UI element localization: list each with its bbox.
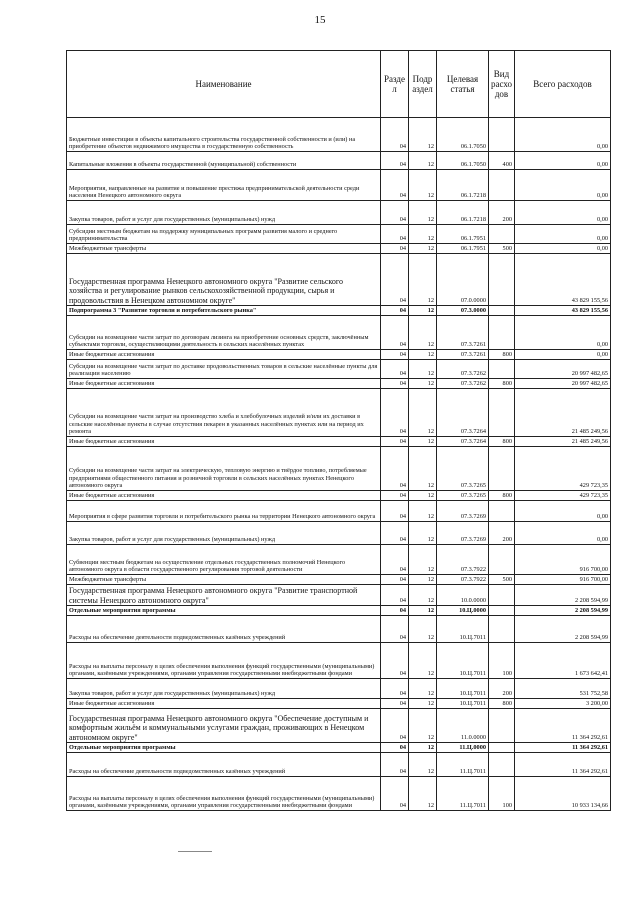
row-total: 0,00 [515,152,611,170]
row-section: 04 [381,118,409,152]
table-row [67,254,611,306]
row-section: 04 [381,585,409,606]
row-target-article: 06.1.7050 [437,118,489,152]
row-target-article: 06.1.7050 [437,152,489,170]
row-subsection: 12 [409,201,437,225]
row-total: 11 364 292,61 [515,753,611,777]
table-row [67,753,611,777]
row-name: Иные бюджетные ассигнования [67,699,381,709]
table-row [67,491,611,501]
header-target-article: Целевая статья [437,51,489,118]
row-subsection: 12 [409,389,437,437]
row-section: 04 [381,777,409,811]
row-subsection: 12 [409,447,437,491]
row-name: Межбюджетные трансферты [67,575,381,585]
row-target-article: 11.0.0000 [437,709,489,743]
row-subsection: 12 [409,491,437,501]
row-subsection: 12 [409,437,437,447]
row-expense-type [489,709,515,743]
row-target-article: 06.1.7218 [437,201,489,225]
row-total: 3 200,00 [515,699,611,709]
row-target-article: 07.3.7261 [437,350,489,360]
row-expense-type [489,585,515,606]
row-total: 43 829 155,56 [515,306,611,316]
table-row [67,225,611,244]
header-name: Наименование [67,51,381,118]
row-section: 04 [381,491,409,501]
footer-mark [178,851,212,852]
row-expense-type [489,389,515,437]
row-target-article: 06.1.7218 [437,170,489,201]
row-total: 0,00 [515,201,611,225]
row-total: 11 364 292,61 [515,709,611,743]
row-subsection: 12 [409,522,437,545]
row-expense-type [489,447,515,491]
table-row [67,316,611,350]
row-subsection: 12 [409,350,437,360]
row-total: 429 723,35 [515,491,611,501]
row-target-article: 10.Ц.0000 [437,606,489,616]
row-expense-type [489,753,515,777]
row-name: Расходы на выплаты персоналу в целях обеспечения выполнения функций государственными (муниципальными) органами, казёнными учреждениями, органами управления государственными внебюджетными фондами [67,643,381,679]
table-row [67,545,611,575]
header-section: Разде л [381,51,409,118]
row-expense-type: 100 [489,777,515,811]
row-target-article: 11.Ц.7011 [437,753,489,777]
row-total: 916 700,00 [515,575,611,585]
row-target-article: 06.1.7951 [437,225,489,244]
row-section: 04 [381,501,409,522]
row-subsection: 12 [409,699,437,709]
row-section: 04 [381,225,409,244]
row-subsection: 12 [409,244,437,254]
row-name: Капитальные вложения в объекты государственной (муниципальной) собственности [67,152,381,170]
row-section: 04 [381,743,409,753]
table-row [67,118,611,152]
row-target-article: 07.3.7265 [437,491,489,501]
row-section: 04 [381,643,409,679]
row-name: Подпрограмма 3 "Развитие торговли и потребительского рынка" [67,306,381,316]
row-expense-type: 800 [489,379,515,389]
row-target-article: 07.3.7262 [437,379,489,389]
row-total: 20 997 482,65 [515,360,611,379]
row-target-article: 10.0.0000 [437,585,489,606]
row-target-article: 07.3.7264 [437,389,489,437]
row-expense-type [489,170,515,201]
row-expense-type [489,360,515,379]
row-total: 1 673 642,41 [515,643,611,679]
row-name: Государственная программа Ненецкого автономного округа "Обеспечение доступным и комфортным жильём и коммунальными услугами граждан, проживающих в Ненецком автономном округе" [67,709,381,743]
row-name: Иные бюджетные ассигнования [67,437,381,447]
row-section: 04 [381,360,409,379]
row-total: 0,00 [515,316,611,350]
row-subsection: 12 [409,118,437,152]
row-subsection: 12 [409,679,437,699]
row-target-article: 07.0.0000 [437,254,489,306]
row-section: 04 [381,709,409,743]
row-target-article: 07.3.7265 [437,447,489,491]
budget-table [66,50,611,811]
row-total: 2 208 594,99 [515,585,611,606]
row-section: 04 [381,575,409,585]
row-name: Межбюджетные трансферты [67,244,381,254]
row-expense-type: 200 [489,522,515,545]
table-row [67,575,611,585]
table-row [67,709,611,743]
row-total: 429 723,35 [515,447,611,491]
table-row [67,170,611,201]
row-name: Расходы на обеспечение деятельности подведомственных казённых учреждений [67,753,381,777]
row-subsection: 12 [409,152,437,170]
row-expense-type: 200 [489,201,515,225]
row-name: Иные бюджетные ассигнования [67,350,381,360]
row-expense-type: 500 [489,244,515,254]
table-row [67,306,611,316]
row-subsection: 12 [409,606,437,616]
row-section: 04 [381,254,409,306]
row-expense-type [489,616,515,643]
table-row [67,501,611,522]
row-total: 2 208 594,99 [515,606,611,616]
row-section: 04 [381,379,409,389]
row-total: 2 208 594,99 [515,616,611,643]
row-subsection: 12 [409,254,437,306]
row-name: Иные бюджетные ассигнования [67,491,381,501]
row-expense-type [489,118,515,152]
row-target-article: 07.3.7262 [437,360,489,379]
row-subsection: 12 [409,753,437,777]
row-section: 04 [381,316,409,350]
row-total: 0,00 [515,350,611,360]
row-name: Мероприятия, направленные на развитие и повышение престижа предпринимательской деятельности среди населения Ненецкого автономного округа [67,170,381,201]
row-name: Иные бюджетные ассигнования [67,379,381,389]
table-header-row [67,51,611,118]
row-target-article: 11.Ц.0000 [437,743,489,753]
table-row [67,360,611,379]
row-name: Субсидии на возмещение части затрат на производство хлеба и хлебобулочных изделий и/или их доставки в сельские населённые пункты в случае отсутствия пекарен в указанных населённых пунктах или на период их ремонта [67,389,381,437]
row-total: 20 997 482,65 [515,379,611,389]
row-name: Субсидии местным бюджетам на поддержку муниципальных программ развития малого и среднего предпринимательства [67,225,381,244]
row-section: 04 [381,699,409,709]
row-expense-type [489,316,515,350]
row-expense-type: 800 [489,699,515,709]
row-target-article: 07.3.7269 [437,522,489,545]
row-section: 04 [381,679,409,699]
row-expense-type [489,254,515,306]
header-total-expenses: Всего расходов [515,51,611,118]
row-total: 916 700,00 [515,545,611,575]
row-section: 04 [381,753,409,777]
row-name: Отдельные мероприятия программы [67,606,381,616]
row-subsection: 12 [409,501,437,522]
row-section: 04 [381,306,409,316]
table-row [67,699,611,709]
row-subsection: 12 [409,306,437,316]
row-target-article: 06.1.7951 [437,244,489,254]
header-expense-type: Вид расхо дов [489,51,515,118]
row-name: Государственная программа Ненецкого автономного округа "Развитие сельского хозяйства и регулирование рынков сельскохозяйственной продукции, сырья и продовольствия в Ненецком автономном округе" [67,254,381,306]
row-target-article: 07.3.7264 [437,437,489,447]
table-row [67,201,611,225]
row-section: 04 [381,447,409,491]
row-section: 04 [381,606,409,616]
row-expense-type: 800 [489,437,515,447]
row-target-article: 07.3.7922 [437,545,489,575]
table-row [67,522,611,545]
row-subsection: 12 [409,643,437,679]
row-section: 04 [381,545,409,575]
row-subsection: 12 [409,616,437,643]
table-row [67,152,611,170]
row-subsection: 12 [409,170,437,201]
row-name: Государственная программа Ненецкого автономного округа "Развитие транспортной системы Ненецкого автономного округа" [67,585,381,606]
row-name: Расходы на выплаты персоналу в целях обеспечения выполнения функций государственными (муниципальными) органами, казёнными учреждениями, органами управления государственными внебюджетными фондами [67,777,381,811]
table-row [67,743,611,753]
header-subsection: Подр аздел [409,51,437,118]
row-expense-type [489,545,515,575]
row-name: Субвенции местным бюджетам на осуществление отдельных государственных полномочий Ненецкого автономного округа в области государственного регулирования торговой деятельности [67,545,381,575]
row-target-article: 07.3.7269 [437,501,489,522]
row-section: 04 [381,152,409,170]
row-section: 04 [381,437,409,447]
row-expense-type: 100 [489,643,515,679]
row-subsection: 12 [409,743,437,753]
row-total: 10 933 134,66 [515,777,611,811]
table-row [67,379,611,389]
row-subsection: 12 [409,585,437,606]
row-expense-type [489,501,515,522]
table-row [67,350,611,360]
table-row [67,389,611,437]
row-total: 0,00 [515,244,611,254]
row-section: 04 [381,616,409,643]
row-name: Закупка товаров, работ и услуг для государственных (муниципальных) нужд [67,201,381,225]
row-subsection: 12 [409,379,437,389]
row-section: 04 [381,522,409,545]
row-name: Субсидии на возмещение части затрат по доставке продовольственных товаров в сельские населённые пункты для реализации населению [67,360,381,379]
row-section: 04 [381,244,409,254]
table-row [67,437,611,447]
row-name: Субсидии на возмещение части затрат на электрическую, тепловую энергию и твёрдое топливо, потребляемые предприятиями общественного питания и розничной торговли в сельских населённых пунктах Ненецкого автономного округа [67,447,381,491]
row-total: 0,00 [515,501,611,522]
row-section: 04 [381,201,409,225]
row-target-article: 10.Ц.7011 [437,699,489,709]
table-row [67,777,611,811]
row-name: Мероприятия в сфере развития торговли и потребительского рынка на территории Ненецкого автономного округа [67,501,381,522]
row-target-article: 07.3.7922 [437,575,489,585]
row-target-article: 10.Ц.7011 [437,679,489,699]
row-subsection: 12 [409,316,437,350]
row-total: 0,00 [515,225,611,244]
row-expense-type [489,743,515,753]
page-number: 15 [314,14,326,26]
row-expense-type [489,306,515,316]
row-target-article: 10.Ц.7011 [437,643,489,679]
row-name: Субсидии на возмещение части затрат по договорам лизинга на приобретение основных средств, заключённым субъектами торговли, осуществляющими деятельность в сельских населённых пунктах [67,316,381,350]
row-total: 0,00 [515,522,611,545]
row-target-article: 11.Ц.7011 [437,777,489,811]
row-section: 04 [381,350,409,360]
row-expense-type [489,225,515,244]
row-total: 0,00 [515,170,611,201]
row-expense-type: 400 [489,152,515,170]
row-target-article: 07.3.0000 [437,306,489,316]
row-total: 11 364 292,61 [515,743,611,753]
row-name: Расходы на обеспечение деятельности подведомственных казённых учреждений [67,616,381,643]
row-subsection: 12 [409,709,437,743]
row-subsection: 12 [409,360,437,379]
row-name: Бюджетные инвестиции в объекты капитального строительства государственной собственности и (или) на приобретение объектов недвижимого имущества в государственную собственность [67,118,381,152]
table-row [67,679,611,699]
row-total: 531 752,58 [515,679,611,699]
row-subsection: 12 [409,575,437,585]
row-expense-type: 800 [489,350,515,360]
row-total: 0,00 [515,118,611,152]
row-expense-type: 200 [489,679,515,699]
row-subsection: 12 [409,545,437,575]
row-subsection: 12 [409,225,437,244]
row-expense-type: 500 [489,575,515,585]
row-total: 21 485 249,56 [515,437,611,447]
row-name: Закупка товаров, работ и услуг для государственных (муниципальных) нужд [67,522,381,545]
row-section: 04 [381,389,409,437]
row-target-article: 07.3.7261 [437,316,489,350]
table-row [67,585,611,606]
row-total: 43 829 155,56 [515,254,611,306]
row-total: 21 485 249,56 [515,389,611,437]
table-row [67,244,611,254]
table-row [67,447,611,491]
row-target-article: 10.Ц.7011 [437,616,489,643]
table-row [67,606,611,616]
row-name: Закупка товаров, работ и услуг для государственных (муниципальных) нужд [67,679,381,699]
row-expense-type: 800 [489,491,515,501]
row-name: Отдельные мероприятия программы [67,743,381,753]
row-subsection: 12 [409,777,437,811]
table-row [67,616,611,643]
table-row [67,643,611,679]
row-expense-type [489,606,515,616]
row-section: 04 [381,170,409,201]
